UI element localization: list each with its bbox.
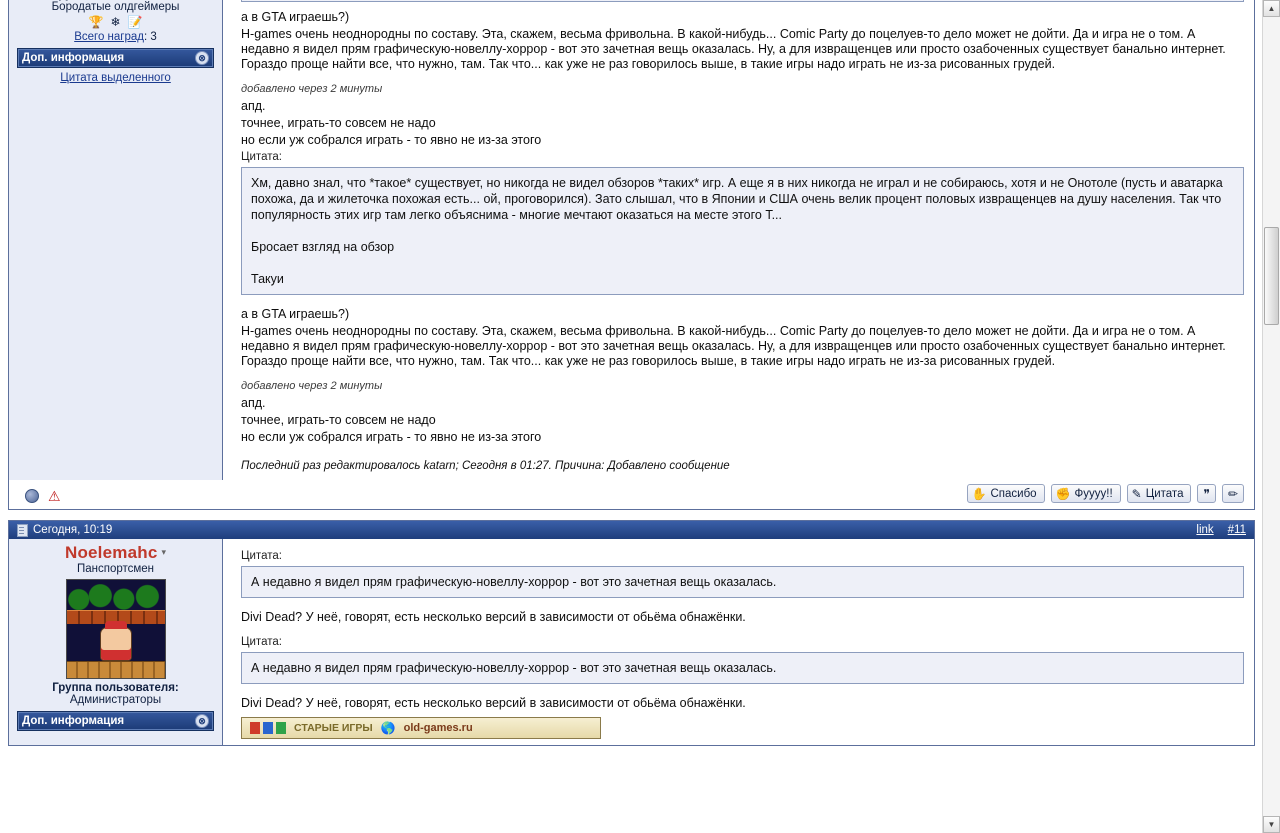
scrollbar-thumb[interactable] [1264,227,1279,325]
scrollbar-track[interactable] [1263,17,1280,816]
apd-2-line2: точнее, играть-то совсем не надо [241,413,436,427]
last-edited-note [241,459,1244,474]
quote-pen-icon: ✎ [1131,486,1142,501]
reply-line-2: Divi Dead? У неё, говорят, есть несколько версий в зависимости от обьёма обнажёнки. [241,696,746,710]
quote-box-1 [241,167,1244,295]
post-body [9,539,1254,745]
line-gta: а в GTA играешь?) [241,10,350,24]
user-group-value: Администраторы [69,694,162,706]
pencil-icon: ✏ [1227,486,1238,501]
username[interactable]: Noelemahc [64,543,158,562]
banner-swatch-blue [263,722,273,734]
quote-text-2: А недавно я видел прям графическую-новеллу-хоррор - вот это зачетная вещь оказалась. [251,661,777,675]
scroll-down-button[interactable]: ▼ [1263,816,1280,833]
added-note-1: добавлено через 2 минуты [241,83,383,95]
edited-time: 01:27 [519,460,549,472]
user-info-panel [9,0,223,480]
user-group-value: Бородатые олдгеймеры [51,1,180,13]
thanks-button-label: Спасибо [990,487,1037,500]
globe-icon: 🌎 [380,720,396,735]
avatar [66,579,166,679]
edited-prefix: Последний раз редактировалось katarn; Сегодня в [241,460,517,472]
reply-line-1: Divi Dead? У неё, говорят, есть несколько версий в зависимости от обьёма обнажёнки. [241,610,746,624]
apd-1-line2: точнее, играть-то совсем не надо [241,116,436,130]
post-footer-icons [17,489,61,503]
certificate-icon[interactable]: 📝 [127,15,143,29]
banner-swatch-red [250,722,260,734]
post-header [9,521,1254,539]
online-status-icon [25,489,39,503]
awards-total-link[interactable]: Всего наград [74,31,144,43]
quote-text-1: Хм, давно знал, что *такое* существует, но никогда не видел обзоров *таких* игр. А еще я в них никогда не играл и не собираюсь, хотя и не Онотоле (пусть и аватарка похожа, да и жилеточка похожая есть... ой, проговорился). Зато слышал, что в Японии и США очень велик процент половых извращенцев на душу населения. Так что популярность этих игр там легко объяснима - многие мечтают оказаться на месте этого Т... [251,176,1223,222]
quote-text-3: Такуи [251,272,284,286]
extra-info-label: Доп. информация [22,52,125,64]
multiquote-button[interactable] [1197,484,1215,503]
post-action-buttons [967,484,1244,503]
extra-info-bar[interactable] [17,48,214,68]
report-warning-icon[interactable]: ⚠ [48,488,61,504]
post-date: Сегодня, 10:19 [33,524,113,536]
quote-button[interactable] [1127,484,1192,503]
medal-icon[interactable]: ❄ [110,15,121,29]
award-icons [13,15,218,29]
fist-icon: ✊ [1055,486,1071,501]
added-note-2: добавлено через 2 минуты [241,380,383,392]
post-content [223,0,1254,480]
quote-box-2 [241,652,1244,684]
info-badge-icon[interactable]: ⊗ [195,51,209,65]
user-info-panel [9,539,223,745]
post-noelemahc [8,520,1255,746]
multiquote-icon: ❞ [1203,486,1210,501]
extra-info-bar[interactable] [17,711,214,731]
apd-1-line3: но если уж собрался играть - то явно не из-за этого [241,133,542,147]
quote-label-1: Цитата: [241,550,282,562]
banner-title: СТАРЫЕ ИГРЫ [294,721,373,734]
trophy-icon[interactable]: 🏆 [88,15,104,29]
hand-thanks-icon: ✋ [971,486,987,501]
post-permalink[interactable]: link [1196,524,1214,536]
signature-banner[interactable] [241,717,601,739]
extra-info-label: Доп. информация [22,715,125,727]
line-gta-repeat: а в GTA играешь?) [241,307,350,321]
quote-button-label: Цитата [1145,487,1184,500]
post-body [9,0,1254,480]
quote-label-1: Цитата: [241,151,282,163]
awards-total: Всего наград: 3 [74,31,157,43]
vertical-scrollbar[interactable] [1262,0,1280,833]
fuuu-button-label: Фуууу!! [1074,487,1113,500]
quote-label-2: Цитата: [241,636,282,648]
post-content [223,539,1254,745]
apd-2-line3: но если уж собрался играть - то явно не из-за этого [241,430,542,444]
user-title: Панспортсмен [76,563,155,575]
user-group-label: Группа пользователя: [52,682,179,694]
thanks-button[interactable] [967,484,1045,503]
info-badge-icon[interactable]: ⊗ [195,714,209,728]
quote-text-2: Бросает взгляд на обзор [251,240,395,254]
quote-text: А недавно я видел прям графическую-новеллу-хоррор - вот это зачетная вещь оказалась. [251,575,777,589]
apd-1: апд. [241,99,266,113]
edit-button[interactable] [1222,484,1244,503]
post-footer [9,480,1254,509]
para-hgames-repeat: H-games очень неоднородны по составу. Эта, скажем, весьма фривольна. В какой-нибудь... Comic Party до поцелуев-то дело может не дойти. Да и игра не о том. А недавно я видел прям графическую-новеллу-хоррор - вот это зачетная вещь оказалась. Ну, а для извращенцев или просто озабоченных существует банально интернет. Гораздо проще найти все, что нужно, там. Так что... как уже не раз говорилось выше, в такие игры надо играть не из-за рисованных грудей. [241,324,1226,368]
post-number[interactable]: #11 [1227,524,1246,536]
quote-box-1 [241,566,1244,598]
awards-count: 3 [150,31,157,43]
chevron-down-icon[interactable]: ▾ [161,546,167,557]
banner-swatch-green [276,722,286,734]
edited-suffix: . Причина: Добавлено сообщение [548,460,730,472]
quote-selected-link[interactable]: Цитата выделенного [60,72,171,84]
quote-box-clipped [241,0,1244,2]
post-katarn [8,0,1255,510]
scroll-up-button[interactable]: ▲ [1263,0,1280,17]
banner-url[interactable]: old-games.ru [403,721,473,734]
para-hgames: H-games очень неоднородны по составу. Эта, скажем, весьма фривольна. В какой-нибудь... Comic Party до поцелуев-то дело может не дойти. Да и игра не о том. А недавно я видел прям графическую-новеллу-хоррор - вот это зачетная вещь оказалась. Ну, а для извращенцев или просто озабоченных существует банально интернет. Гораздо проще найти все, что нужно, там. Так что... как уже не раз говорилось выше, в такие игры надо играть не из-за рисованных грудей. [241,27,1226,71]
fuuu-button[interactable] [1051,484,1121,503]
post-page-icon [17,524,28,537]
apd-2: апд. [241,396,266,410]
